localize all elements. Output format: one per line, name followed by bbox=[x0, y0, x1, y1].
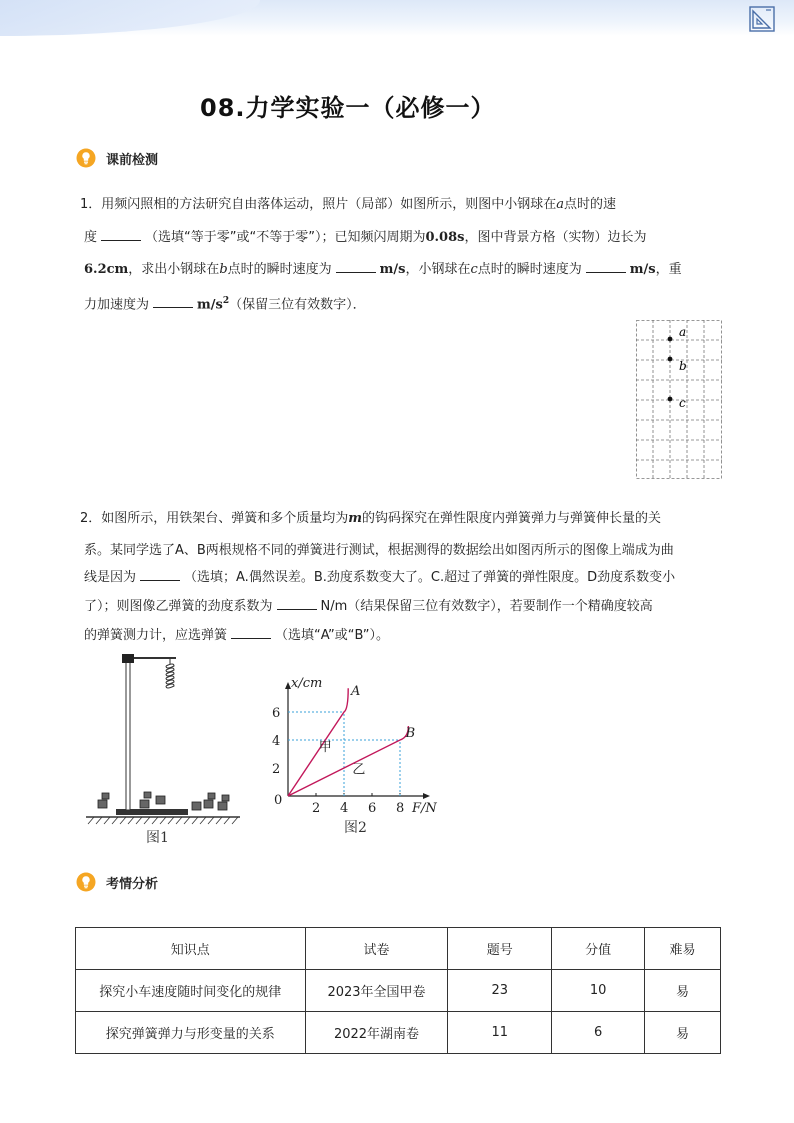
text: 线是因为 bbox=[84, 570, 137, 585]
region-label: 乙 bbox=[352, 762, 366, 778]
top-banner bbox=[0, 0, 794, 36]
cell-paper: 2023年全国甲卷 bbox=[305, 970, 448, 1012]
question-1-line-3 bbox=[84, 254, 682, 286]
cell-score: 6 bbox=[552, 1012, 645, 1054]
x-tick-label: 8 bbox=[396, 801, 405, 816]
figure-2-chart bbox=[268, 652, 446, 840]
answer-blank[interactable] bbox=[231, 626, 271, 639]
text: 度 bbox=[84, 230, 98, 245]
region-label: 甲 bbox=[318, 740, 332, 756]
header-knowledge-point: 知识点 bbox=[76, 928, 306, 970]
question-2-line-5 bbox=[84, 620, 389, 652]
question-2-line-2: 系。某同学选了A、B两根规格不同的弹簧进行测试，根据测得的数据绘出如图丙所示的图像上端成为曲 bbox=[84, 543, 674, 558]
figure-2-caption: 图2 bbox=[344, 820, 367, 836]
text: 力加速度为 bbox=[84, 297, 150, 313]
cell-question-number: 23 bbox=[448, 970, 552, 1012]
answer-blank[interactable] bbox=[101, 228, 141, 241]
y-tick-label: 6 bbox=[272, 706, 281, 721]
header-difficulty: 难易 bbox=[645, 928, 721, 970]
var-b: b bbox=[219, 262, 228, 277]
ball-position-a bbox=[668, 337, 673, 342]
y-tick-label: 4 bbox=[272, 734, 281, 749]
label-c: c bbox=[679, 396, 686, 410]
text: ，重 bbox=[655, 262, 682, 277]
answer-blank[interactable] bbox=[140, 568, 180, 581]
label-b: b bbox=[679, 359, 687, 373]
text: 的钩码探究在弹性限度内弹簧弹力与弹簧伸长量的关 bbox=[362, 511, 662, 526]
unit: m/s bbox=[197, 297, 223, 313]
lightbulb-icon bbox=[76, 148, 96, 168]
ball-position-c bbox=[668, 397, 673, 402]
answer-blank[interactable] bbox=[586, 260, 626, 273]
period-value: 0.08s bbox=[425, 230, 465, 245]
question-2-line-1 bbox=[80, 503, 661, 535]
cell-score: 10 bbox=[552, 970, 645, 1012]
grid-size-value: 6.2cm bbox=[84, 262, 129, 277]
section-heading-pre-check bbox=[76, 147, 158, 169]
ball-position-b bbox=[668, 357, 673, 362]
cell-knowledge-point: 探究小车速度随时间变化的规律 bbox=[76, 970, 306, 1012]
x-axis-label: F/N bbox=[412, 801, 437, 816]
var-a: a bbox=[556, 197, 565, 212]
var-m: m bbox=[348, 511, 363, 526]
triangle-ruler-logo-icon bbox=[749, 6, 775, 32]
table-row bbox=[76, 970, 721, 1012]
question-1-line-4 bbox=[84, 285, 366, 321]
series-line-B bbox=[288, 726, 408, 796]
figure-1-caption: 图1 bbox=[146, 830, 169, 846]
text: （选填；A.偶然误差。B.劲度系数变大了。C.超过了弹簧的弹性限度。D劲度系数变小 bbox=[184, 570, 676, 585]
text: 了）；则图像乙弹簧的劲度系数为 bbox=[84, 599, 273, 614]
text: ，图中背景方格（实物）边长为 bbox=[464, 230, 647, 245]
series-label-A: A bbox=[351, 684, 361, 700]
var-c: c bbox=[470, 262, 478, 277]
unit: m/s bbox=[629, 262, 656, 277]
cell-knowledge-point: 探究弹簧弹力与形变量的关系 bbox=[76, 1012, 306, 1054]
lightbulb-icon bbox=[76, 872, 96, 892]
answer-blank[interactable] bbox=[336, 260, 376, 273]
header-question-number: 题号 bbox=[448, 928, 552, 970]
unit-exponent: 2 bbox=[222, 296, 230, 306]
header-score: 分值 bbox=[552, 928, 645, 970]
label-a: a bbox=[679, 325, 687, 339]
cell-question-number: 11 bbox=[448, 1012, 552, 1054]
text: 的弹簧测力计，应选弹簧 bbox=[84, 628, 228, 643]
text: 1．用频闪照相的方法研究自由落体运动，照片（局部）如图所示，则图中小钢球在 bbox=[80, 197, 557, 212]
banner-swoosh bbox=[0, 0, 260, 36]
x-tick-label: 6 bbox=[368, 801, 377, 816]
x-tick-label: 2 bbox=[312, 801, 321, 816]
text: N/m（结果保留三位有效数字），若要制作一个精确度较高 bbox=[320, 599, 653, 614]
y-axis-label: x/cm bbox=[291, 676, 323, 691]
cell-difficulty: 易 bbox=[645, 970, 721, 1012]
text: 点时的瞬时速度为 bbox=[227, 262, 332, 277]
answer-blank[interactable] bbox=[277, 597, 317, 610]
table-header-row bbox=[76, 928, 721, 970]
section-label: 考情分析 bbox=[106, 876, 159, 892]
text: （保留三位有效数字）． bbox=[229, 297, 366, 313]
table-row bbox=[76, 1012, 721, 1054]
text: 点时的速 bbox=[564, 197, 617, 212]
cell-difficulty: 易 bbox=[645, 1012, 721, 1054]
series-label-B: B bbox=[405, 726, 416, 742]
strobe-photo-grid bbox=[636, 320, 722, 480]
figure-1-iron-stand bbox=[84, 650, 244, 846]
question-2-line-3 bbox=[84, 562, 675, 594]
text: （选填“等于零”或“不等于零”）；已知频闪周期为 bbox=[145, 230, 426, 245]
answer-blank[interactable] bbox=[153, 295, 193, 308]
section-heading-exam-analysis bbox=[76, 871, 158, 893]
x-tick-label: 4 bbox=[340, 801, 349, 816]
unit: m/s bbox=[379, 262, 406, 277]
section-label: 课前检测 bbox=[106, 152, 159, 168]
y-tick-label: 2 bbox=[272, 762, 281, 777]
text: ，小钢球在 bbox=[405, 262, 471, 277]
question-2-line-4 bbox=[84, 591, 653, 623]
question-1-line-2 bbox=[84, 222, 646, 254]
origin-label: 0 bbox=[274, 793, 283, 808]
exam-analysis-table bbox=[75, 927, 721, 1054]
text: 点时的瞬时速度为 bbox=[477, 262, 582, 277]
text: 2．如图所示，用铁架台、弹簧和多个质量均为 bbox=[80, 511, 349, 526]
page-title: 08.力学实验一（必修一） bbox=[200, 94, 496, 122]
header-paper: 试卷 bbox=[305, 928, 448, 970]
x-axis-arrow bbox=[423, 793, 430, 799]
cell-paper: 2022年湖南卷 bbox=[305, 1012, 448, 1054]
text: （选填“A”或“B”）。 bbox=[275, 628, 389, 643]
question-1-line-1 bbox=[80, 189, 616, 221]
text: ，求出小钢球在 bbox=[128, 262, 220, 277]
